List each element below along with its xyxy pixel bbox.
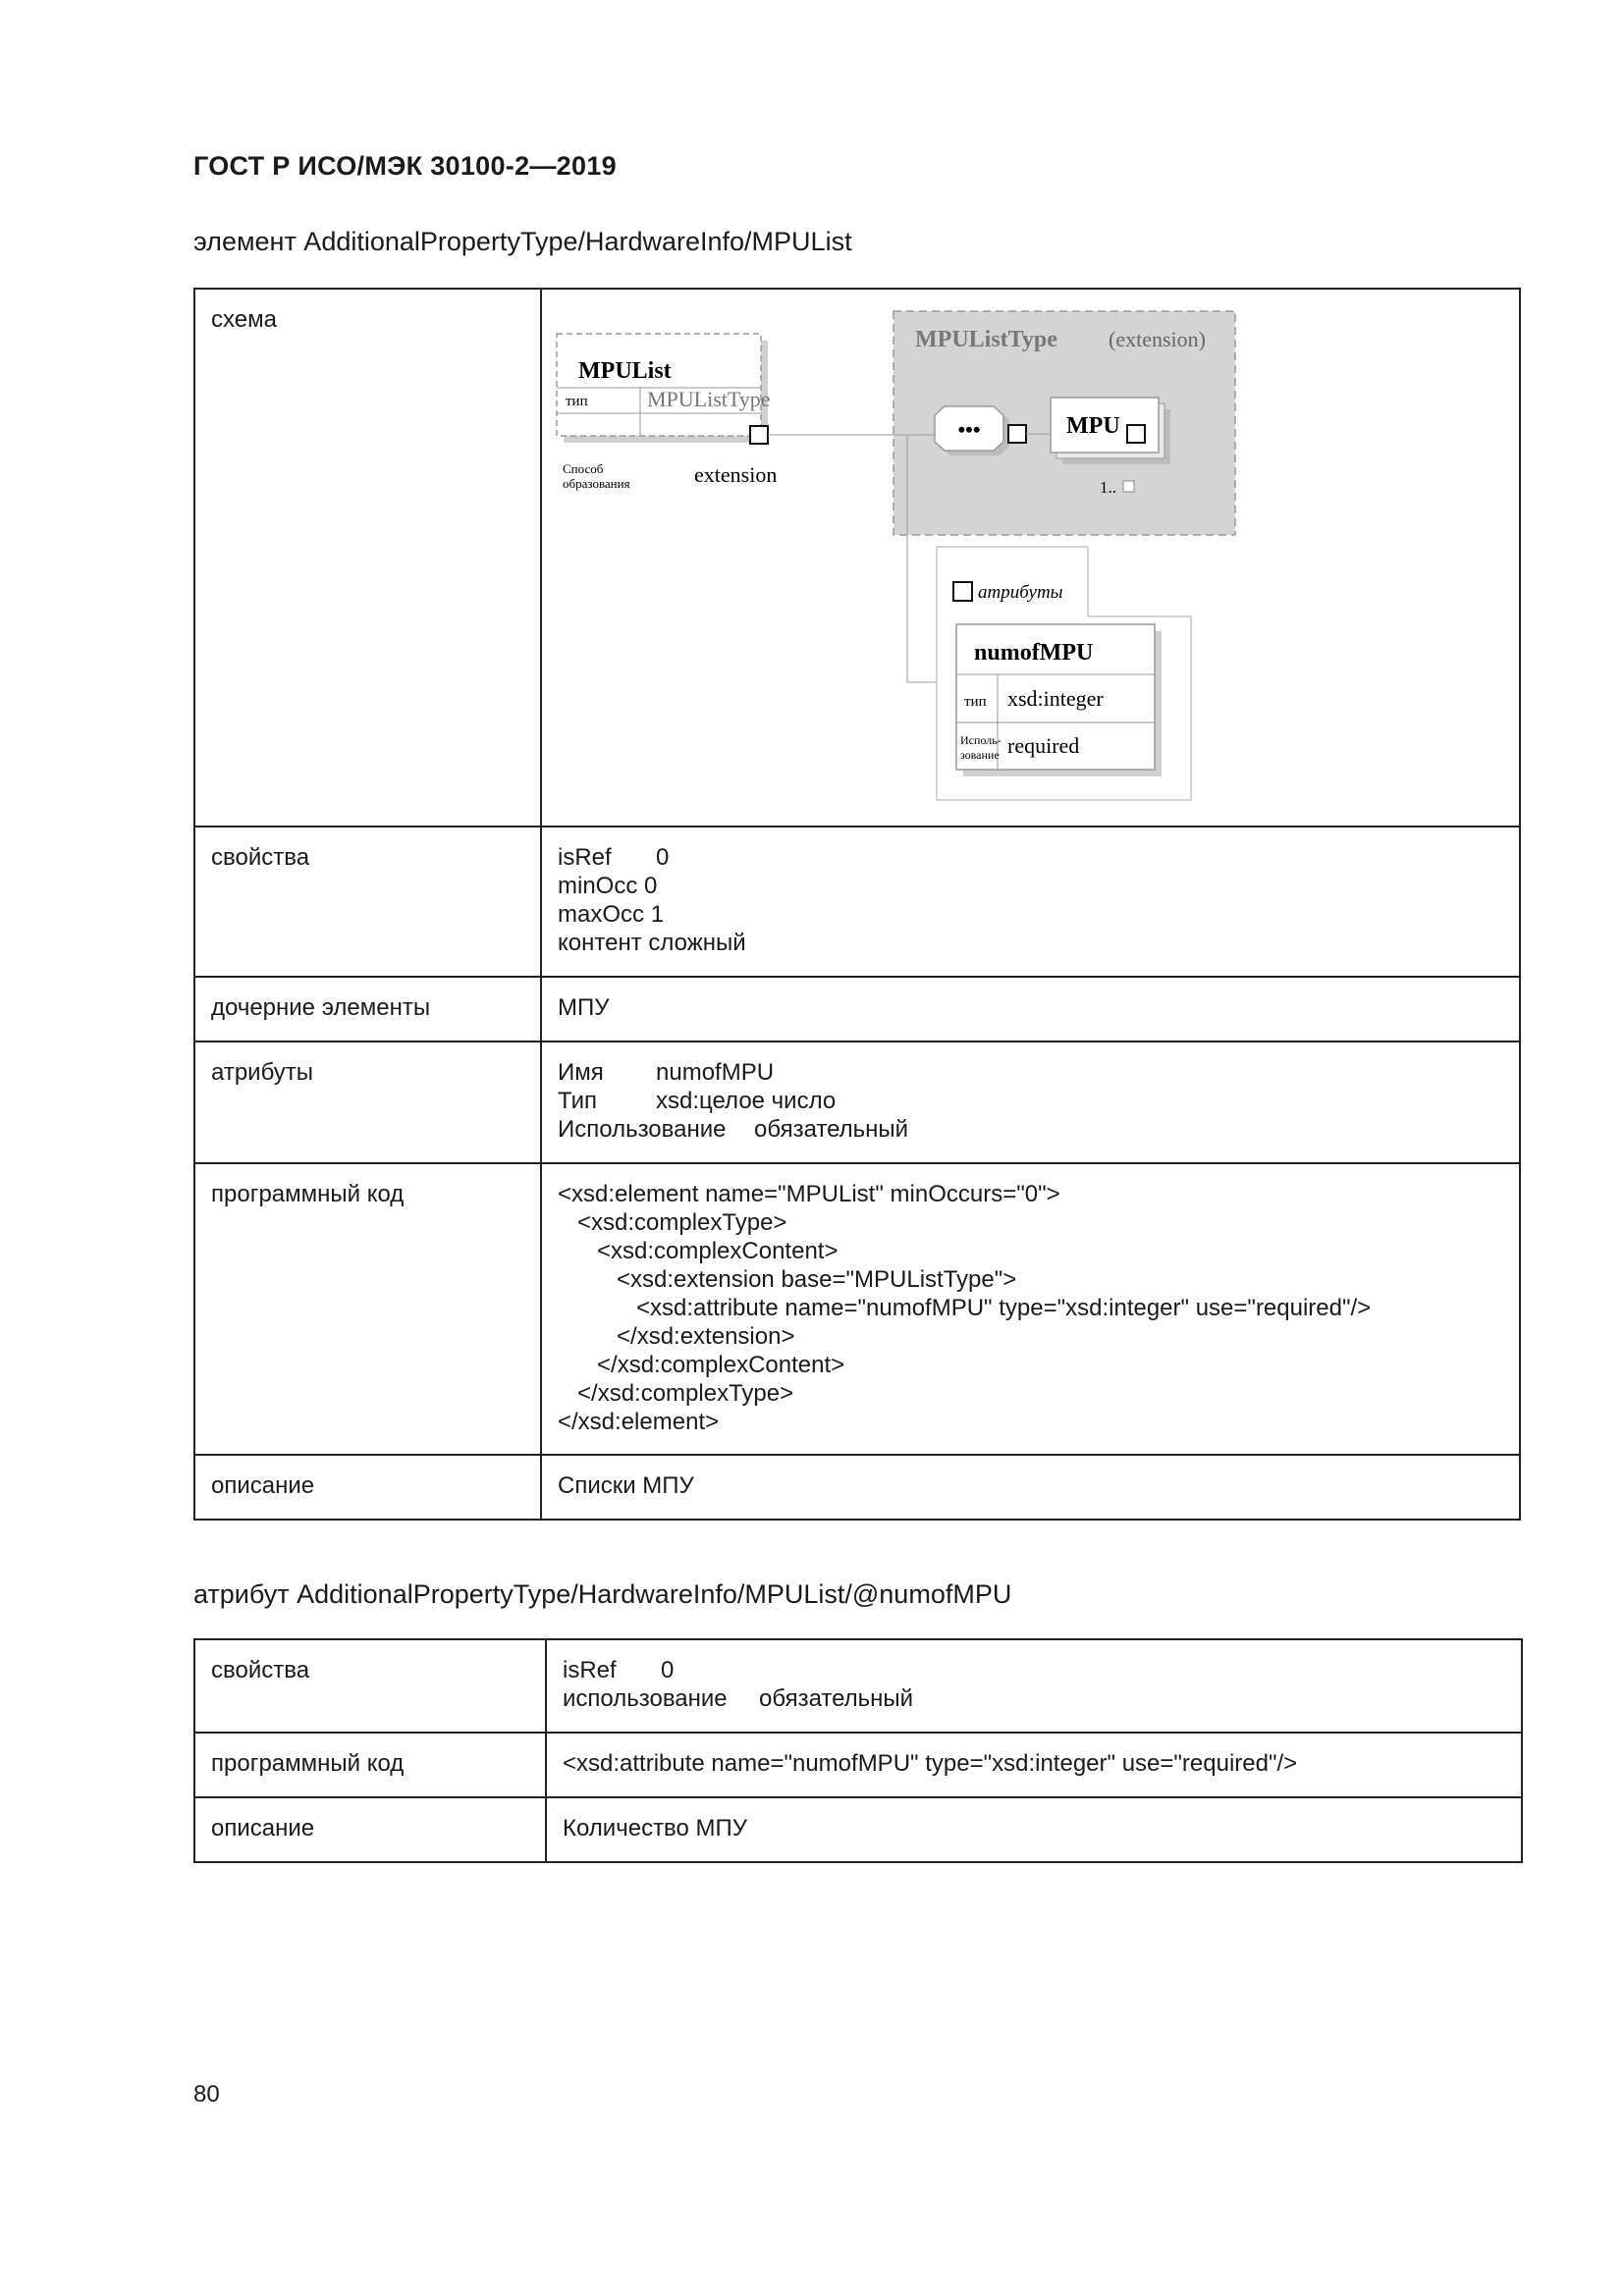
children-value: МПУ: [541, 977, 1520, 1041]
code-line: </xsd:element>: [558, 1409, 720, 1435]
table-row-description: [194, 1797, 1522, 1862]
mpulist-box: [557, 334, 761, 436]
table-row-schema: [194, 289, 1520, 827]
description-value: Списки МПУ: [541, 1455, 1520, 1520]
row-label: программный код: [194, 1733, 546, 1797]
table-row-children: [194, 977, 1520, 1041]
row-label: описание: [194, 1797, 546, 1862]
attribute-line: Тип xsd:целое число: [558, 1088, 837, 1114]
code-line: <xsd:element name="MPUList" minOccurs="0">: [558, 1181, 1060, 1207]
code-line: <xsd:extension base="MPUListType">: [558, 1266, 1017, 1293]
code-line: <xsd:complexType>: [558, 1209, 787, 1236]
property-line: isRef 0: [558, 844, 670, 871]
attr-use-label-1: Исполь-: [960, 733, 1001, 747]
attr-properties-cell: [546, 1639, 1522, 1733]
cardinality: 1..: [1100, 478, 1116, 497]
ext-subtitle: (extension): [1109, 327, 1206, 351]
property-line: minOcc 0: [558, 873, 658, 899]
table-row-properties: [194, 827, 1520, 977]
table-row-description: [194, 1455, 1520, 1520]
attribute-section-title: атрибут AdditionalPropertyType/HardwareInfo/MPUList/@numofMPU: [193, 1579, 1012, 1609]
code-line: </xsd:extension>: [558, 1323, 795, 1350]
type-value: MPUListType: [647, 387, 771, 411]
attributes-tab-label: атрибуты: [978, 582, 1063, 603]
row-label: программный код: [194, 1163, 541, 1455]
expand-box-icon: [750, 426, 768, 444]
row-label: свойства: [194, 1639, 546, 1733]
mpu-expand-icon: [1127, 425, 1145, 443]
table-row-code: [194, 1163, 1520, 1455]
code-line: </xsd:complexType>: [558, 1380, 794, 1407]
page-number: 80: [193, 2081, 220, 2108]
element-section-title: элемент AdditionalPropertyType/HardwareInfo/MPUList: [193, 227, 852, 256]
method-label-1: Способ: [563, 461, 604, 476]
attr-description-value: Количество МПУ: [546, 1797, 1522, 1862]
sequence-symbol: •••: [957, 417, 981, 442]
attributes-cell: [541, 1041, 1520, 1163]
row-label: дочерние элементы: [194, 977, 541, 1041]
mpu-child-name: MPU: [1066, 413, 1120, 439]
attribute-line: Имя numofMPU: [558, 1059, 775, 1086]
attr-type-value: xsd:integer: [1007, 686, 1104, 711]
attr-type-label: тип: [964, 694, 987, 710]
table-row-attributes: [194, 1041, 1520, 1163]
code-line: <xsd:attribute name="numofMPU" type="xsd:integer" use="required"/>: [558, 1295, 1372, 1321]
table-row-properties: [194, 1639, 1522, 1733]
method-label-2: образования: [563, 476, 630, 491]
attr-code-value: <xsd:attribute name="numofMPU" type="xsd:integer" use="required"/>: [546, 1733, 1522, 1797]
ext-title: MPUListType: [915, 327, 1057, 352]
properties-cell: [541, 827, 1520, 977]
schema-diagram: [542, 290, 1519, 826]
code-cell: [541, 1163, 1520, 1455]
sequence-collapse-icon: [1008, 425, 1026, 443]
property-line: isRef 0: [563, 1657, 675, 1683]
attribute-line: Использование обязательный: [558, 1116, 909, 1143]
row-label: свойства: [194, 827, 541, 977]
code-line: <xsd:complexContent>: [558, 1238, 839, 1264]
property-line: контент сложный: [558, 930, 746, 956]
method-value: extension: [694, 462, 778, 487]
cardinality-icon: [1123, 481, 1134, 492]
property-line: maxOcc 1: [558, 901, 665, 928]
mpulist-name: MPUList: [578, 358, 672, 384]
row-label: схема: [194, 289, 541, 827]
row-label: описание: [194, 1455, 541, 1520]
attr-use-label-2: зование: [960, 748, 1000, 762]
row-label: атрибуты: [194, 1041, 541, 1163]
code-line: </xsd:complexContent>: [558, 1352, 845, 1378]
attributes-toggle-icon: [953, 582, 972, 601]
document-header: ГОСТ Р ИСО/МЭК 30100-2—2019: [193, 151, 617, 181]
property-line: использование обязательный: [563, 1685, 914, 1712]
attr-use-value: required: [1007, 733, 1080, 758]
type-label: тип: [566, 394, 588, 409]
attr-name: numofMPU: [974, 640, 1094, 666]
element-spec-table: [193, 288, 1521, 1521]
table-row-code: [194, 1733, 1522, 1797]
attribute-spec-table: [193, 1638, 1523, 1863]
schema-cell: [541, 289, 1520, 827]
